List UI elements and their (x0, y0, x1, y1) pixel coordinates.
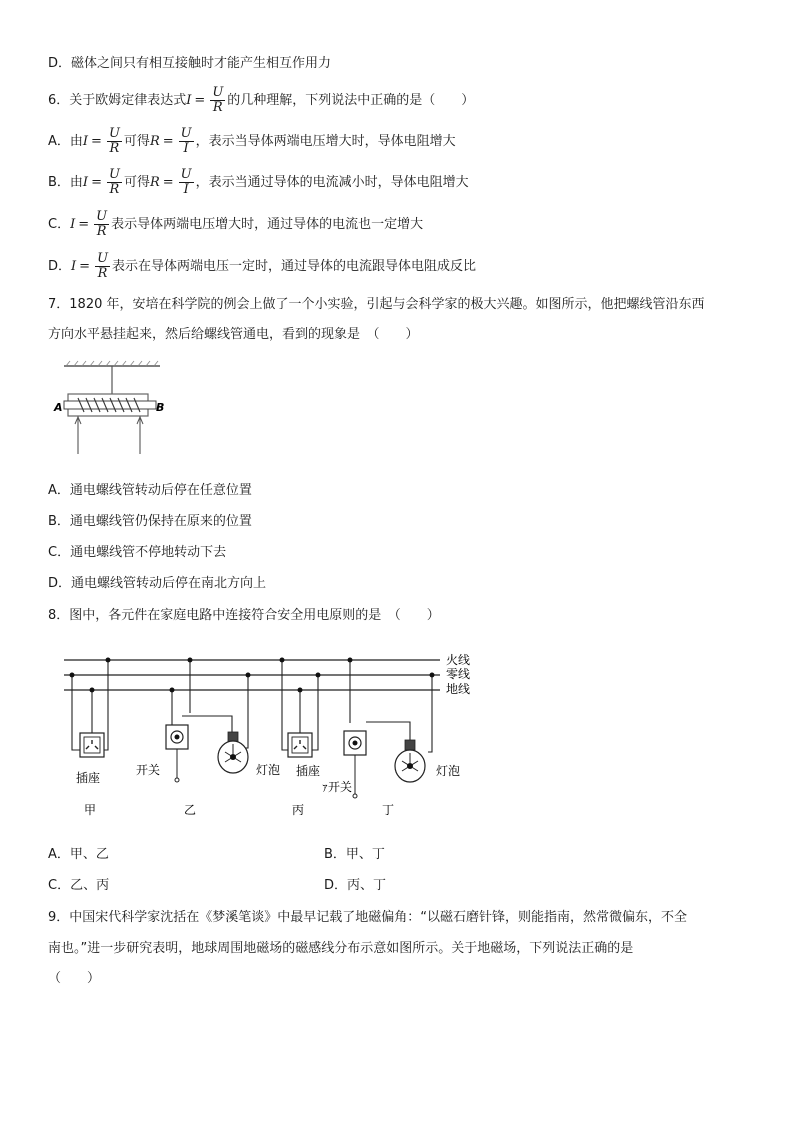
fraction-numerator: U (97, 251, 109, 266)
q5-option-d: D．磁体之间只有相互接触时才能产生相互作用力 (48, 56, 332, 71)
q9-stem-line1: 9．中国宋代科学家沈括在《梦溪笔谈》中最早记载了地磁偏角：“以磁石磨针锋，则能指南，然常微偏东，不全 (48, 910, 688, 925)
formula-fraction (94, 210, 109, 239)
group-label-ding: 丁 (382, 803, 395, 817)
option-suffix: 表示在导体两端电压一定时，通过导体的电流跟导体电阻成反比 (112, 259, 477, 274)
bulb-label-yi: 灯泡 (256, 763, 281, 777)
q7-option-c: C．通电螺线管不停地转动下去 (48, 545, 227, 560)
q7-stem-line2: 方向水平悬挂起来，然后给螺线管通电，看到的现象是 （ ） (48, 327, 419, 342)
formula-fraction (179, 127, 194, 156)
formula-var-r: R (149, 175, 160, 190)
fraction-denominator: R (96, 224, 107, 239)
formula-eq: = (79, 259, 91, 274)
option-prefix: D． (48, 259, 72, 274)
option-prefix: B．由 (48, 175, 83, 190)
formula-var-i: I (82, 175, 89, 190)
end-label-a: A (54, 401, 63, 414)
option-mid: 可得 (123, 134, 150, 149)
fraction-numerator: U (108, 126, 120, 141)
formula-eq: = (78, 217, 90, 232)
formula-var-i: I (186, 93, 192, 108)
q7-option-a: A．通电螺线管转动后停在任意位置 (48, 483, 252, 498)
q7-stem-line1: 7．1820 年，安培在科学院的例会上做了一个小实验，引起与会科学家的极大兴趣。如图所示，他把螺线管沿东西 (48, 297, 705, 312)
q6-stem (48, 86, 474, 115)
group-label-yi: 乙 (184, 803, 197, 817)
option-suffix: ，表示当通过导体的电流减小时，导体电阻增大 (195, 175, 469, 190)
formula-eq: = (91, 134, 102, 149)
switch-label-ding: ｧ开关 (322, 780, 353, 794)
formula-var-r: R (149, 134, 160, 149)
formula-eq: = (162, 175, 174, 190)
q8-option-a: A．甲、乙 (48, 847, 109, 862)
neutral-wire-label: 零线 (446, 667, 471, 681)
q9-stem-line2: 南也。”进一步研究表明，地球周围地磁场的磁感线分布示意如图所示。关于地磁场，下列说法正确的是 (48, 941, 634, 956)
socket-label-bing: 插座 (296, 764, 321, 778)
fraction-denominator: R (212, 100, 223, 115)
fraction-numerator: U (180, 167, 192, 182)
bulb-label-ding: 灯泡 (436, 764, 461, 778)
switch-label-yi: 开关 (136, 763, 161, 777)
solenoid-figure (52, 358, 172, 458)
fraction-denominator: I (183, 182, 189, 197)
socket-bing-icon (288, 733, 312, 757)
fraction-numerator: U (212, 85, 224, 100)
fraction-denominator: R (97, 266, 108, 281)
fraction-numerator: U (108, 167, 120, 182)
bulb-yi-icon (218, 732, 248, 773)
fraction-denominator: I (183, 141, 189, 156)
formula-eq: = (91, 175, 102, 190)
formula-fraction (95, 252, 110, 281)
fraction-denominator: R (109, 141, 120, 156)
ground-wire-label: 地线 (446, 682, 471, 696)
switch-yi-icon (166, 725, 188, 782)
fraction-denominator: R (109, 182, 120, 197)
formula-fraction (210, 86, 225, 115)
q6-option-a (48, 127, 456, 156)
end-label-b: B (156, 401, 165, 414)
group-label-bing: 丙 (292, 803, 305, 817)
bulb-ding-icon (395, 740, 425, 782)
fraction-numerator: U (96, 209, 108, 224)
option-prefix: A．由 (48, 134, 83, 149)
option-suffix: 表示导体两端电压增大时，通过导体的电流也一定增大 (111, 217, 424, 232)
formula-eq: = (194, 93, 206, 108)
live-wire-label: 火线 (446, 653, 471, 667)
option-mid: 可得 (123, 175, 150, 190)
q6-stem-prefix: 6．关于欧姆定律表达式 (48, 93, 187, 108)
q9-stem-line3: （ ） (48, 971, 101, 986)
formula-fraction (179, 168, 194, 197)
q7-option-b: B．通电螺线管仍保持在原来的位置 (48, 514, 252, 529)
socket-jia-icon (80, 733, 104, 757)
socket-label-jia: 插座 (76, 771, 101, 785)
formula-eq: = (162, 134, 174, 149)
household-circuit-figure (0, 640, 794, 830)
formula-var-i: I (71, 259, 77, 274)
q8-option-c: C．乙、丙 (48, 878, 110, 893)
q6-option-c (48, 210, 423, 239)
group-label-jia: 甲 (84, 803, 97, 817)
formula-fraction (107, 127, 122, 156)
q6-stem-suffix: 的几种理解，下列说法中正确的是（ ） (227, 93, 475, 108)
solenoid-core (64, 401, 156, 409)
formula-var-i: I (82, 134, 89, 149)
option-prefix: C． (48, 217, 71, 232)
formula-fraction (107, 168, 122, 197)
q8-stem: 8．图中，各元件在家庭电路中连接符合安全用电原则的是 （ ） (48, 608, 440, 623)
q6-option-b (48, 168, 469, 197)
fraction-numerator: U (180, 126, 192, 141)
q8-option-d: D．丙、丁 (324, 878, 387, 893)
formula-var-i: I (70, 217, 76, 232)
option-suffix: ，表示当导体两端电压增大时，导体电阻增大 (195, 134, 456, 149)
q8-option-b: B．甲、丁 (324, 847, 385, 862)
q6-option-d (48, 252, 476, 281)
q7-option-d: D．通电螺线管转动后停在南北方向上 (48, 576, 267, 591)
